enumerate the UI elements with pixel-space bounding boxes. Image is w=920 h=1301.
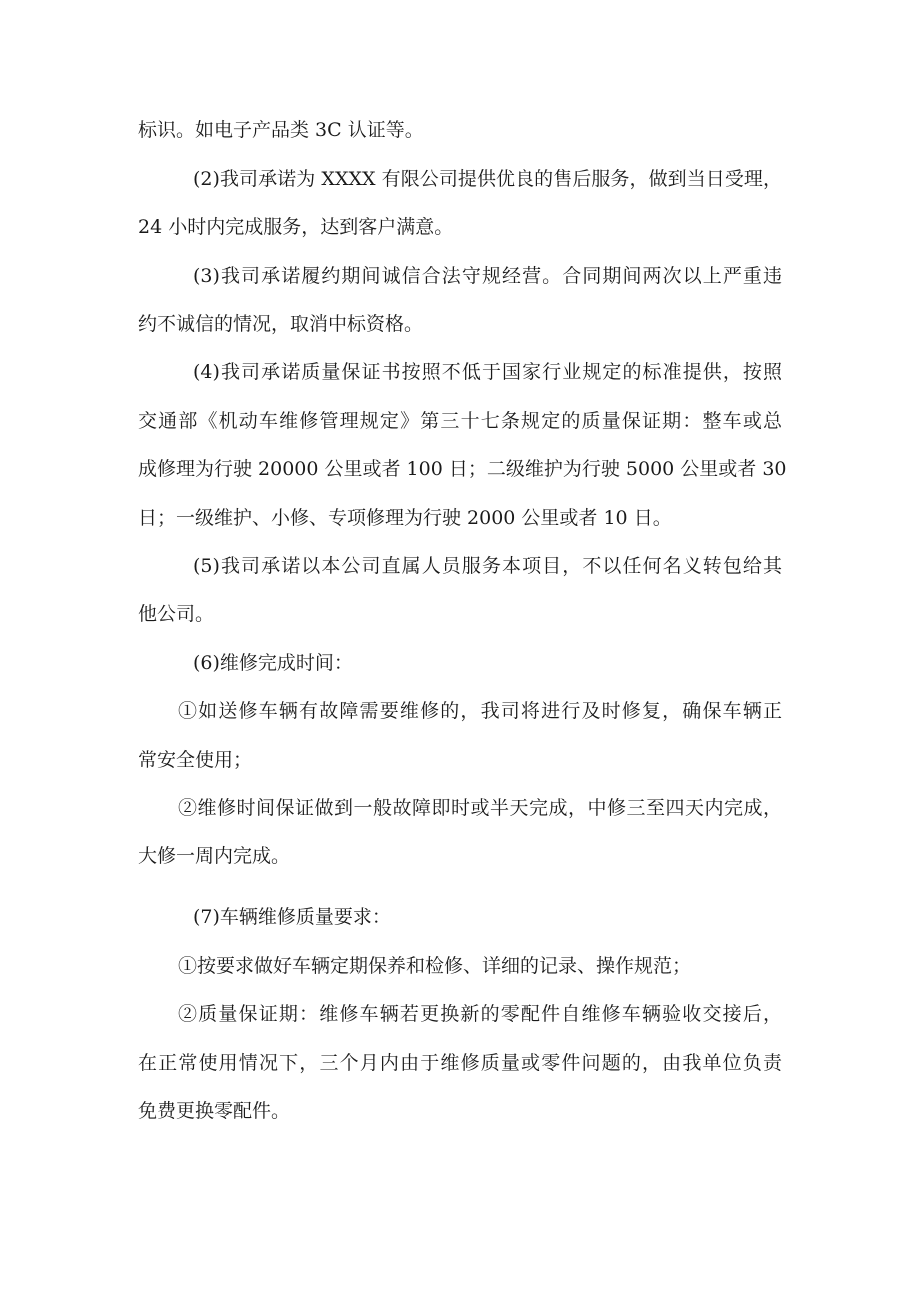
text-line: 24 小时内完成服务，达到客户满意。: [138, 216, 454, 238]
text-line: (4)我司承诺质量保证书按照不低于国家行业规定的标准提供，按照: [193, 361, 782, 383]
text-line: 日；一级维护、小修、专项修理为行驶 2000 公里或者 10 日。: [138, 507, 672, 529]
text-line: 在正常使用情况下，三个月内由于维修质量或零件问题的，由我单位负责: [138, 1052, 782, 1074]
text-line: 交通部《机动车维修管理规定》第三十七条规定的质量保证期：整车或总: [138, 410, 782, 432]
text-line: 常安全使用；: [138, 749, 253, 771]
text-line: 他公司。: [138, 603, 215, 625]
section-heading: (7)车辆维修质量要求：: [193, 906, 391, 928]
text-line: ②维修时间保证做到一般故障即时或半天完成，中修三至四天内完成，: [178, 797, 782, 819]
text-line: 标识。如电子产品类 3C 认证等。: [138, 119, 424, 141]
text-line: 约不诚信的情况，取消中标资格。: [138, 313, 424, 335]
text-line: 大修一周内完成。: [138, 845, 291, 867]
text-line: ②质量保证期：维修车辆若更换新的零配件自维修车辆验收交接后，: [178, 1003, 782, 1025]
text-line: (3)我司承诺履约期间诚信合法守规经营。合同期间两次以上严重违: [193, 265, 782, 287]
section-heading: (6)维修完成时间：: [193, 652, 353, 674]
text-line: (5)我司承诺以本公司直属人员服务本项目，不以任何名义转包给其: [193, 555, 782, 577]
text-line: 免费更换零配件。: [138, 1100, 291, 1122]
text-line: ①如送修车辆有故障需要维修的，我司将进行及时修复，确保车辆正: [178, 700, 782, 722]
text-line: (2)我司承诺为 XXXX 有限公司提供优良的售后服务，做到当日受理，: [193, 168, 782, 190]
text-line: 成修理为行驶 20000 公里或者 100 日；二级维护为行驶 5000 公里或者 30: [138, 458, 787, 480]
text-line: ①按要求做好车辆定期保养和检修、详细的记录、操作规范；: [178, 955, 692, 977]
